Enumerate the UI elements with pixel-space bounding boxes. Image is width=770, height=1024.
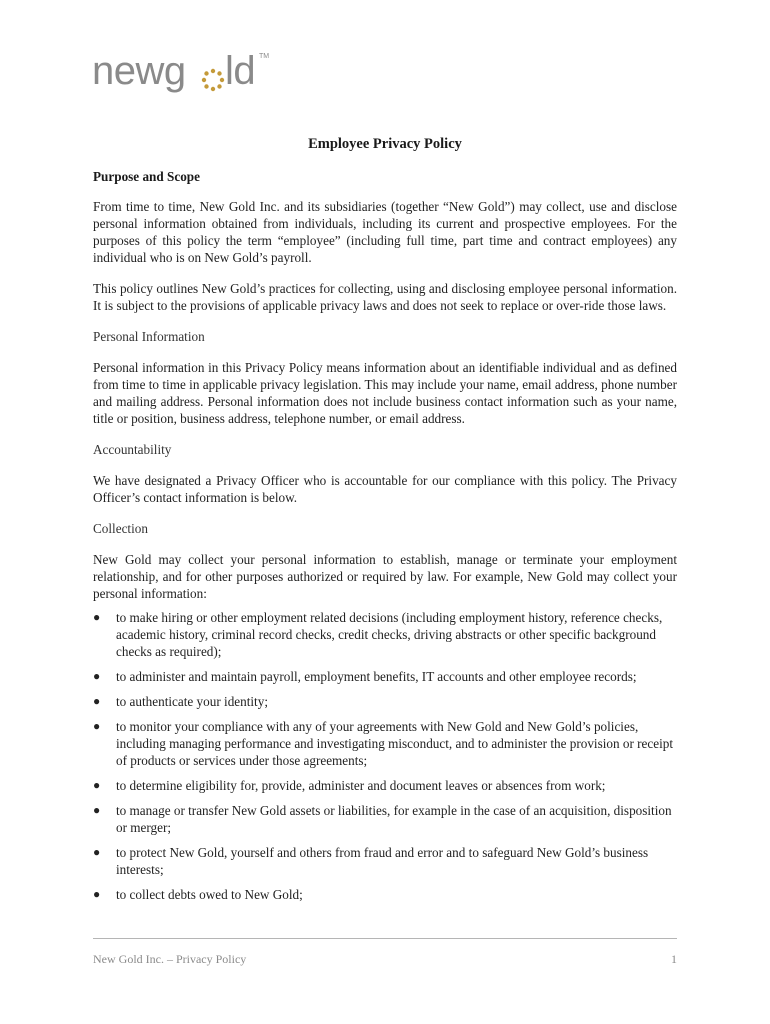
list-item-text: to collect debts owed to New Gold;: [116, 887, 303, 902]
section-heading-collection: Collection: [93, 521, 148, 536]
list-item-text: to monitor your compliance with any of your agreements with New Gold and New Gold’s policies, including managing performance and investigating misconduct, and to administer the provision or receipt of products or services under those agreements;: [116, 719, 674, 768]
bullet-icon: ●: [93, 719, 101, 733]
list-item: [93, 777, 677, 794]
list-item: [93, 609, 677, 660]
section-heading-personal-information: Personal Information: [93, 329, 205, 344]
bullet-icon: ●: [93, 669, 101, 683]
bullet-icon: ●: [93, 887, 101, 901]
list-item: [93, 668, 677, 685]
logo-dotted-o-icon: [202, 69, 224, 91]
paragraph: New Gold may collect your personal information to establish, manage or terminate your employment relationship, and for other purposes authorized or required by law. For example, New Gold may collect your personal information:: [93, 552, 677, 601]
footer-divider: [93, 938, 677, 939]
bullet-icon: ●: [93, 778, 101, 792]
page-number: 1: [671, 952, 677, 966]
list-item-text: to determine eligibility for, provide, administer and document leaves or absences from work;: [116, 778, 606, 793]
logo-text-start: newg: [92, 49, 186, 93]
collection-purposes-list: [93, 609, 677, 903]
list-item: [93, 718, 677, 769]
company-logo: [92, 44, 282, 104]
bullet-icon: ●: [93, 803, 101, 817]
bullet-icon: ●: [93, 694, 101, 708]
list-item-text: to authenticate your identity;: [116, 694, 268, 709]
section-heading-purpose: Purpose and Scope: [93, 169, 200, 184]
list-item-text: to administer and maintain payroll, employment benefits, IT accounts and other employee records;: [116, 669, 637, 684]
paragraph: We have designated a Privacy Officer who is accountable for our compliance with this policy. The Privacy Officer’s contact information is below.: [93, 473, 677, 505]
bullet-icon: ●: [93, 845, 101, 859]
footer-document-label: New Gold Inc. – Privacy Policy: [93, 952, 247, 966]
paragraph: Personal information in this Privacy Policy means information about an identifiable individual and as defined from time to time in applicable privacy legislation. This may include your name, email address, phone number and mailing address. Personal information does not include business contact information such as your name, title or position, business address, telephone number, or email address.: [93, 360, 677, 426]
document-title: Employee Privacy Policy: [308, 136, 462, 152]
paragraph: From time to time, New Gold Inc. and its subsidiaries (together “New Gold”) may collect, use and disclose personal information obtained from individuals, including its current and prospective employees. For the purposes of this policy the term “employee” (including full time, part time and contract employees) any individual who is on New Gold’s payroll.: [93, 199, 677, 265]
list-item: [93, 886, 677, 903]
logo-trademark: TM: [259, 53, 270, 60]
section-heading-accountability: Accountability: [93, 442, 172, 457]
document-body: [93, 130, 677, 911]
list-item: [93, 802, 677, 836]
bullet-icon: ●: [93, 610, 101, 624]
list-item: [93, 844, 677, 878]
list-item-text: to make hiring or other employment related decisions (including employment history, reference checks, academic history, criminal record checks, credit checks, driving abstracts or other specific background checks as required);: [116, 610, 663, 659]
list-item: [93, 693, 677, 710]
list-item-text: to manage or transfer New Gold assets or liabilities, for example in the case of an acquisition, disposition or merger;: [116, 803, 672, 835]
logo-text-end: ld: [225, 49, 256, 93]
list-item-text: to protect New Gold, yourself and others from fraud and error and to safeguard New Gold’s business interests;: [116, 845, 649, 877]
paragraph: This policy outlines New Gold’s practices for collecting, using and disclosing employee personal information. It is subject to the provisions of applicable privacy laws and does not seek to replace or over-ride those laws.: [93, 281, 677, 313]
